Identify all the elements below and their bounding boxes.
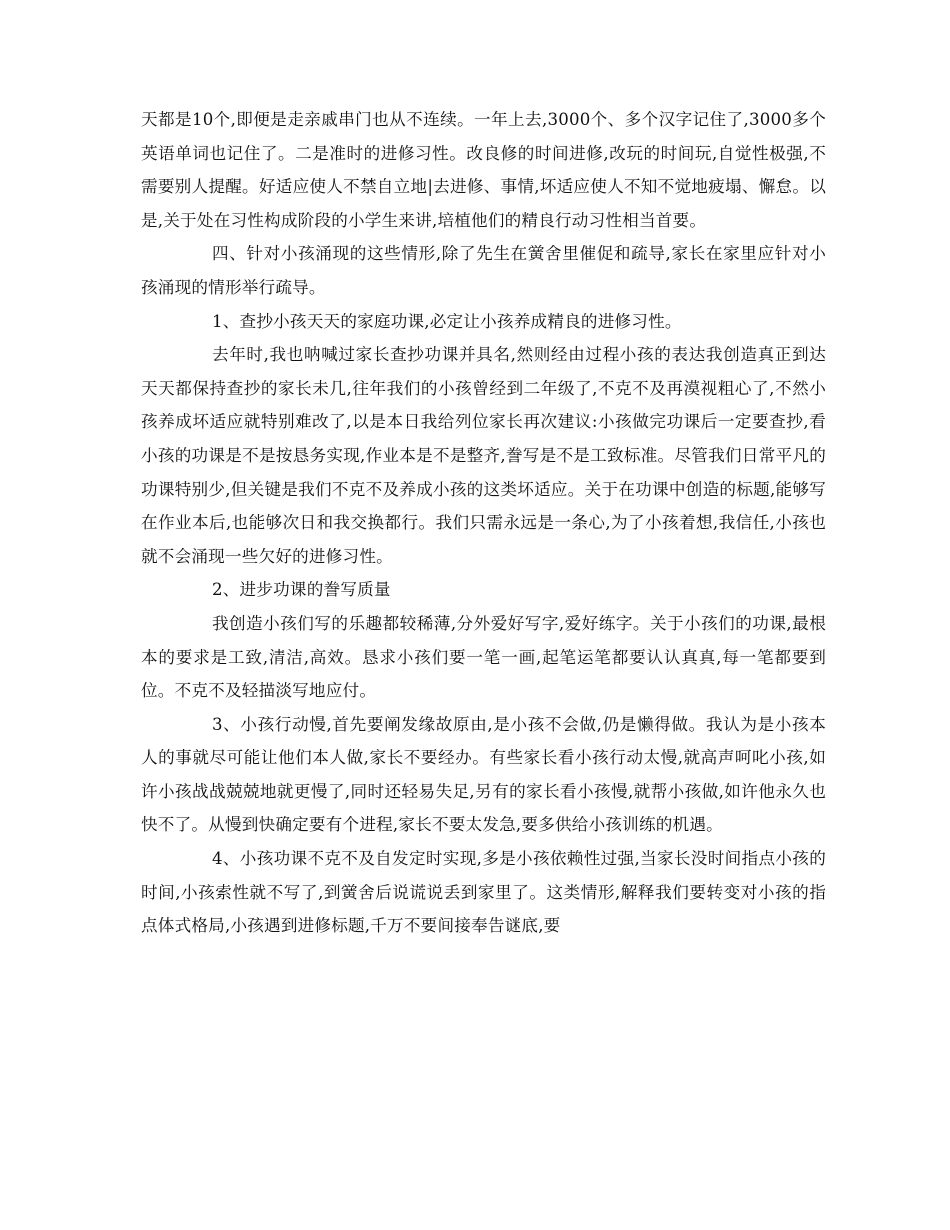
document-body bbox=[141, 103, 826, 943]
paragraph-6: 我创造小孩们写的乐趣都较稀薄,分外爱好写字,爱好练字。关于小孩们的功课,最根本的要求是工致,清洁,高效。恳求小孩们要一笔一画,起笔运笔都要认认真真,每一笔都要到位。不克不及轻描淡写地应付。 bbox=[141, 613, 826, 701]
paragraph-2: 四、针对小孩涌现的这些情形,除了先生在黉舍里催促和疏导,家长在家里应针对小孩涌现的情形举行疏导。 bbox=[141, 244, 826, 297]
paragraph-1: 天都是10个,即便是走亲戚串门也从不连续。一年上去,3000个、多个汉字记住了,3000多个英语单词也记住了。二是准时的进修习性。改良修的时间进修,改玩的时间玩,自觉性极强,不需要别人提醒。好适应使人不禁自立地|去进修、事情,坏适应使人不知不觉地疲塌、懈怠。以是,关于处在习性构成阶段的小学生来讲,培植他们的精良行动习性相当首要。 bbox=[141, 110, 826, 230]
paragraph-4: 去年时,我也呐喊过家长查抄功课并具名,然则经由过程小孩的表达我创造真正到达天天都保持查抄的家长未几,往年我们的小孩曾经到二年级了,不克不及再漠视粗心了,不然小孩养成坏适应就特别难改了,以是本日我给列位家长再次建议:小孩做完功课后一定要查抄,看小孩的功课是不是按恳务实现,作业本是不是整齐,誊写是不是工致标准。尽管我们日常平凡的功课特别少,但关键是我们不克不及养成小孩的这类坏适应。关于在功课中创造的标题,能够写在作业本后,也能够次日和我交换都行。我们只需永远是一条心,为了小孩着想,我信任,小孩也就不会涌现一些欠好的进修习性。 bbox=[141, 345, 826, 566]
paragraph-3: 1、查抄小孩天天的家庭功课,必定让小孩养成精良的进修习性。 bbox=[212, 311, 682, 331]
paragraph-8: 4、小孩功课不克不及自发定时实现,多是小孩依赖性过强,当家长没时间指点小孩的时间,小孩索性就不写了,到黉舍后说谎说丢到家里了。这类情形,解释我们要转变对小孩的指点体式格局,小孩遇到进修标题,千万不要间接奉告谜底,要 bbox=[141, 849, 826, 936]
paragraph-7: 3、小孩行动慢,首先要阐发缘故原由,是小孩不会做,仍是懒得做。我认为是小孩本人的事就尽可能让他们本人做,家长不要经办。有些家长看小孩行动太慢,就高声呵叱小孩,如许小孩战战兢兢地就更慢了,同时还轻易失足,另有的家长看小孩慢,就帮小孩做,如许他永久也快不了。从慢到快确定要有个进程,家长不要太发急,要多供给小孩训练的机遇。 bbox=[141, 714, 826, 835]
paragraph-5: 2、进步功课的誊写质量 bbox=[212, 580, 391, 600]
